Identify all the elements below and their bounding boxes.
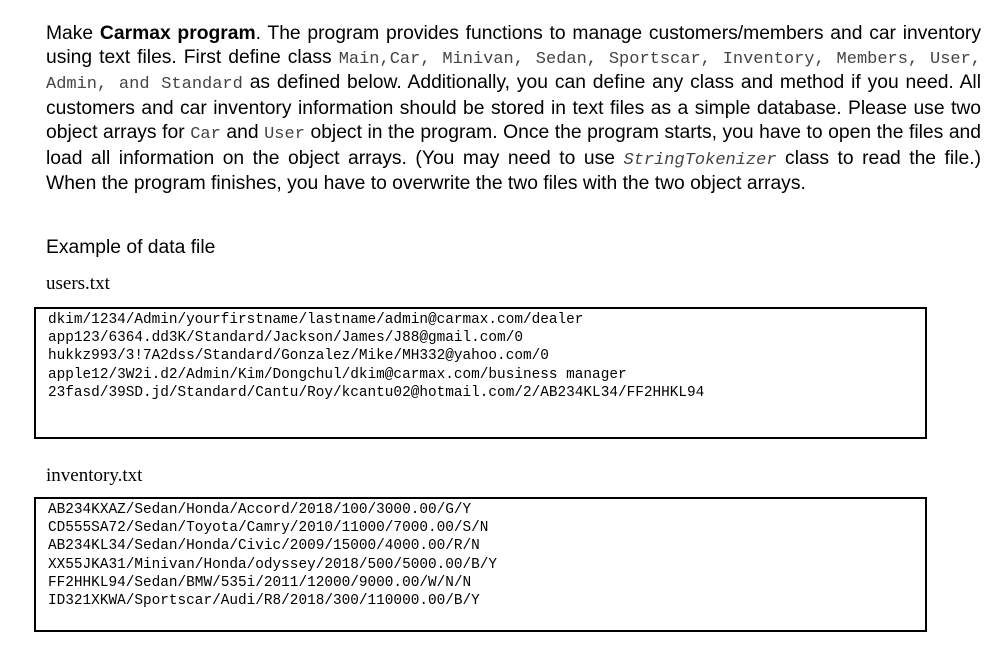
program-name: Carmax program (99, 23, 256, 44)
inventory-file-line: CD555SA72/Sedan/Toyota/Camry/2010/11000/7000.00/S/N (48, 520, 489, 537)
user-class-name: User (264, 124, 305, 144)
intro-text-3: as defined below. Additionally, you can define any class and method if you need. All customers and car inventory information should be stored in text files as a simple database. Please use two object arrays for (46, 72, 981, 143)
inventory-file-line: ID321XKWA/Sportscar/Audi/R8/2018/300/110000.00/B/Y (48, 593, 480, 610)
intro-text: Make (46, 23, 100, 44)
string-tokenizer-name: StringTokenizer (623, 150, 777, 170)
users-file-box (34, 307, 927, 439)
inventory-file-line: FF2HHKL94/Sedan/BMW/535i/2011/12000/9000.00/W/N/N (48, 574, 472, 591)
intro-text-2: . The program provides functions to manage customers/members and car inventory using text files. First define class (46, 23, 981, 68)
inventory-file-line: XX55JKA31/Minivan/Honda/odyssey/2018/500/5000.00/B/Y (48, 556, 498, 573)
inventory-file-box (34, 497, 927, 632)
intro-text-4: and (220, 121, 265, 143)
example-heading: Example of data file (46, 237, 216, 258)
inventory-file-line: AB234KL34/Sedan/Honda/Civic/2009/15000/4000.00/R/N (48, 538, 480, 555)
car-class-name: Car (190, 124, 221, 144)
users-file-name: users.txt (46, 273, 110, 294)
intro-text-6: class to read the file.) When the program finishes, you have to overwrite the two files with the two object arrays. (46, 147, 981, 195)
class-list: Main,Car, Minivan, Sedan, Sportscar, Inventory, Members, User, Admin, and Standard (46, 49, 981, 95)
inventory-file-name: inventory.txt (46, 465, 143, 486)
inventory-file-line: AB234KXAZ/Sedan/Honda/Accord/2018/100/3000.00/G/Y (48, 502, 472, 518)
users-file-line: dkim/1234/Admin/yourfirstname/lastname/admin@carmax.com/dealer (48, 312, 584, 328)
assignment-description (46, 22, 981, 196)
users-file-line: app123/6364.dd3K/Standard/Jackson/James/J88@gmail.com/0 (48, 330, 523, 347)
intro-text-5: object in the program. Once the program starts, you have to open the files and load all information on the object arrays. (You may need to use (46, 121, 982, 169)
users-file-line: 23fasd/39SD.jd/Standard/Cantu/Roy/kcantu02@hotmail.com/2/AB234KL34/FF2HHKL94 (48, 384, 705, 401)
users-file-line: hukkz993/3!7A2dss/Standard/Gonzalez/Mike/MH332@yahoo.com/0 (48, 348, 549, 365)
users-file-line: apple12/3W2i.d2/Admin/Kim/Dongchul/dkim@carmax.com/business manager (48, 366, 627, 383)
